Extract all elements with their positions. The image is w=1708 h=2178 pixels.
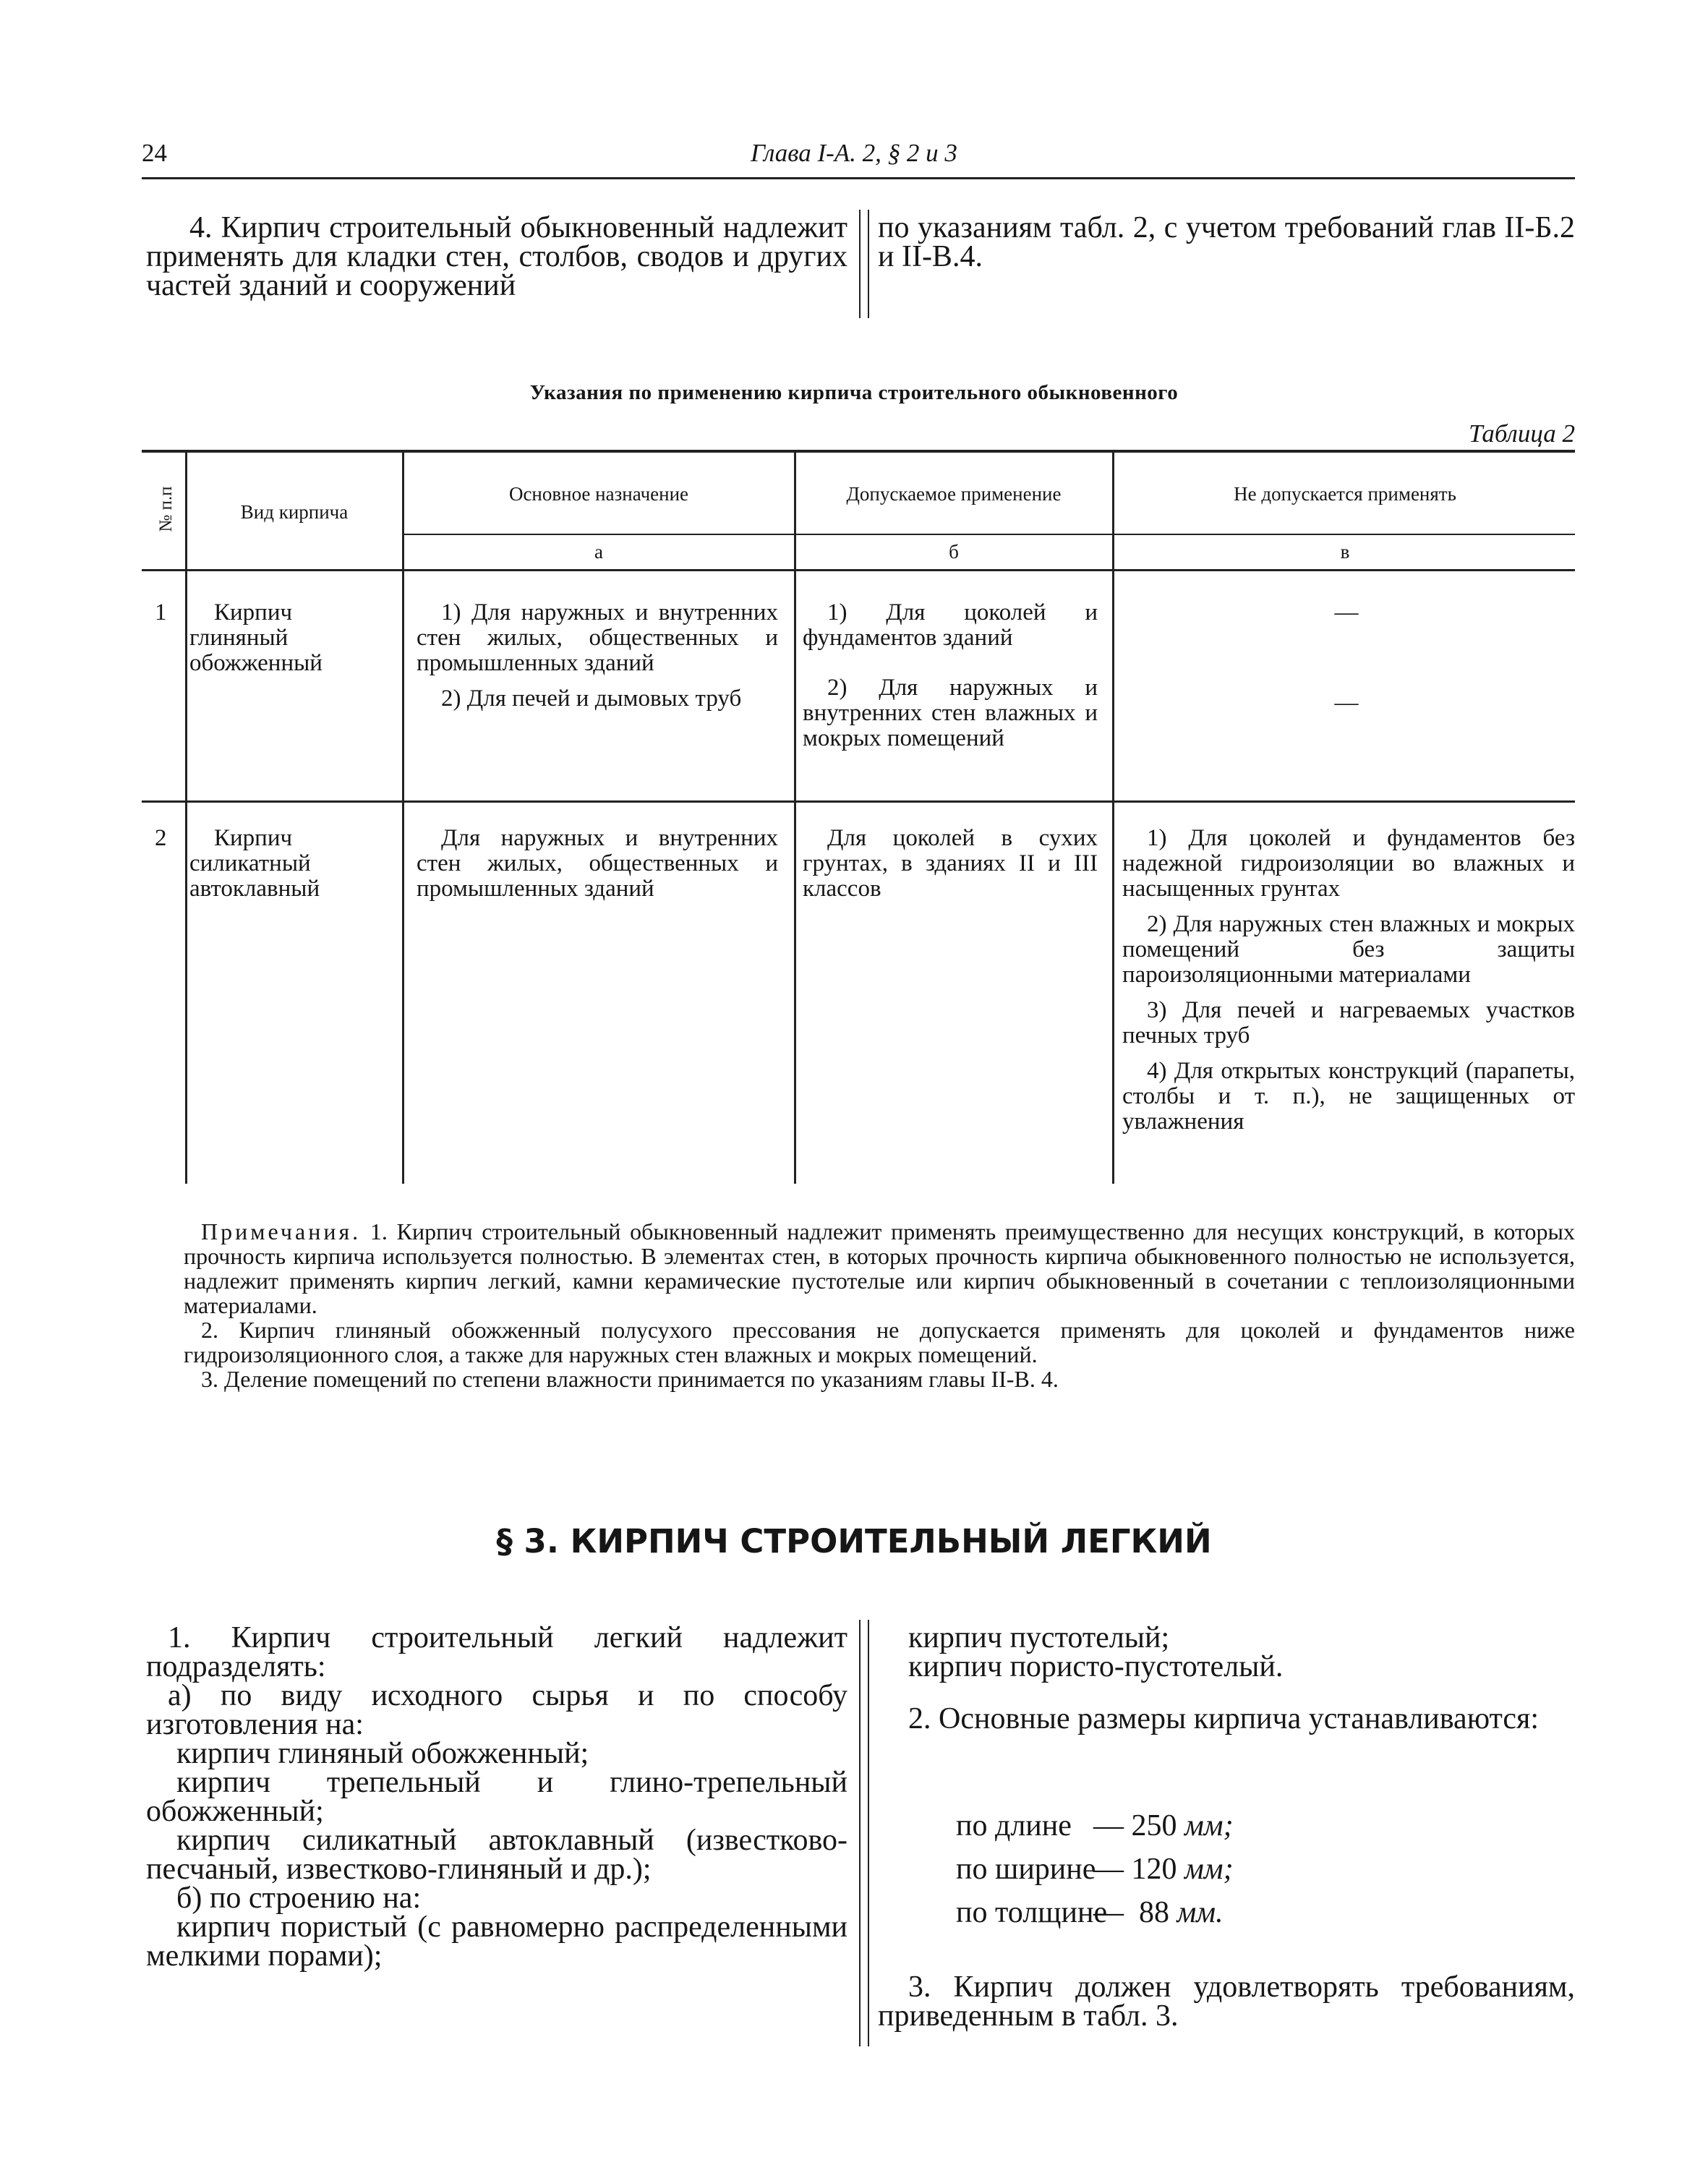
section-left-p1: 1. Кирпич строительный легкий надлежит подразделять: [146, 1621, 847, 1683]
table-title: Указания по применению кирпича строительного обыкновенного [529, 381, 1179, 404]
header-num: № п.п [156, 486, 176, 532]
table-header-rule [142, 569, 1575, 571]
size-list [956, 1804, 1234, 1934]
row-1-main-1: 1) Для наружных и внутренних стен жилых, общественных и промышленных зданий [417, 599, 778, 676]
size-length: по длине — 250 мм; [956, 1809, 1234, 1842]
section-right-p3: 2. Основные размеры кирпича устанавливаются: [908, 1702, 1540, 1735]
row-2-num: 2 [155, 825, 167, 851]
section-left-column [146, 1621, 847, 1973]
page-number: 24 [142, 139, 167, 167]
row-1-allowed-1: 1) Для цоколей и фундаментов зданий [803, 599, 1098, 651]
header-forbidden-sub: в [1340, 541, 1350, 563]
table-vline-1 [185, 450, 187, 1184]
header-main: Основное назначение [508, 483, 689, 505]
row-1-allowed-2: 2) Для наружных и внутренних стен влажных и мокрых помещений [803, 675, 1098, 751]
table-vline-4 [1112, 450, 1114, 1184]
table-vline-3 [794, 450, 796, 1184]
table-notes [184, 1219, 1575, 1391]
row-2-allowed: Для цоколей в сухих грунтах, в зданиях II и III классов [803, 825, 1098, 902]
row-2-forbidden [1122, 826, 1575, 1145]
header-allowed: Допускаемое применение [846, 483, 1062, 505]
section-right-column [878, 1623, 1575, 1733]
running-title: Глава I-А. 2, § 2 и 3 [751, 139, 957, 167]
note-2: 2. Кирпич глиняный обожженный полусухого прессования не допускается применять для цоколей и фундаментов ниже гидроизоляционного слоя, а также для наружных стен влажных и мокрых помещений. [184, 1317, 1575, 1367]
size-thickness: по толщине— 88 мм. [956, 1896, 1224, 1929]
section-right-p2: кирпич пористо-пустотелый. [908, 1650, 1284, 1683]
header-forbidden: Не допускается применять [1234, 483, 1456, 505]
section-title: § 3. КИРПИЧ СТРОИТЕЛЬНЫЙ ЛЕГКИЙ [496, 1522, 1212, 1560]
section-column-separator [859, 1620, 869, 2046]
section-left-p4: кирпич трепельный и глино-трепельный обожженный; [146, 1766, 847, 1828]
row-1-kind: Кирпич глиняный обожженный [189, 599, 323, 676]
section-left-p3: кирпич глиняный обожженный; [176, 1737, 589, 1770]
row-2-forbidden-1: 1) Для цоколей и фундаментов без надежной гидроизоляции во влажных и насыщенных грунтах [1122, 825, 1575, 902]
note-1: 1. Кирпич строительный обыкновенный надлежит применять преимущественно для несущих конструкций, в которых прочность кирпича используется полностью. В элементах стен, в которых прочность кирпича обыкновенного полностью не используется, надлежит применять кирпич легкий, камни керамические пустотелые или кирпич обыкновенный в сочетании с теплоизоляционными материалами. [184, 1218, 1576, 1318]
column-separator [859, 210, 869, 318]
row-1-forbidden-1: — [1334, 599, 1359, 625]
section-right-p1: кирпич пустотелый; [908, 1621, 1170, 1654]
header-main-sub: а [594, 541, 603, 563]
row-1-main-2: 2) Для печей и дымовых труб [441, 686, 742, 712]
row-1-forbidden-2: — [1334, 690, 1359, 716]
section-left-p2: а) по виду исходного сырья и по способу изготовления на: [146, 1679, 847, 1741]
row-2-forbidden-2: 2) Для наружных стен влажных и мокрых помещений без защиты пароизоляционными материалами [1122, 911, 1575, 988]
row-2-forbidden-4: 4) Для открытых конструкций (парапеты, столбы и т. п.), не защищенных от увлажнения [1122, 1058, 1575, 1135]
intro-left: 4. Кирпич строительный обыкновенный надлежит применять для кладки стен, столбов, сводов и других частей зданий и сооружений [146, 211, 847, 302]
intro-right: по указаниям табл. 2, с учетом требований глав II-Б.2 и II-В.4. [878, 211, 1575, 273]
size-width: по ширине— 120 мм; [956, 1853, 1234, 1886]
section-left-p6: б) по строению на: [176, 1882, 422, 1915]
row-1-allowed [803, 600, 1098, 761]
row-2-kind: Кирпич силикатный автоклавный [189, 825, 320, 902]
row-2-forbidden-3: 3) Для печей и нагреваемых участков печных труб [1122, 997, 1575, 1049]
table-vline-2 [402, 450, 404, 1184]
note-3: 3. Деление помещений по степени влажности принимается по указаниям главы II-В. 4. [201, 1366, 1059, 1392]
section-left-p7: кирпич пористый (с равномерно распределенными мелкими порами); [146, 1910, 847, 1973]
row-2-main: Для наружных и внутренних стен жилых, общественных и промышленных зданий [417, 825, 778, 902]
header-allowed-sub: б [949, 541, 959, 563]
row-1-num: 1 [155, 599, 167, 625]
header-rule [142, 177, 1575, 179]
section-left-p5: кирпич силикатный автоклавный (известково-песчаный, известково-глиняный и др.); [146, 1824, 847, 1886]
row-1-main [417, 600, 778, 722]
table-row-rule [142, 800, 1575, 803]
header-kind: Вид кирпича [240, 501, 349, 523]
table-subheader-rule [402, 534, 1575, 535]
table-number: Таблица 2 [1469, 419, 1575, 448]
table-top-rule [142, 450, 1575, 453]
section-right-p4: 3. Кирпич должен удовлетворять требованиям, приведенным в табл. 3. [878, 1970, 1575, 2033]
notes-label: Примечания. [201, 1218, 362, 1244]
